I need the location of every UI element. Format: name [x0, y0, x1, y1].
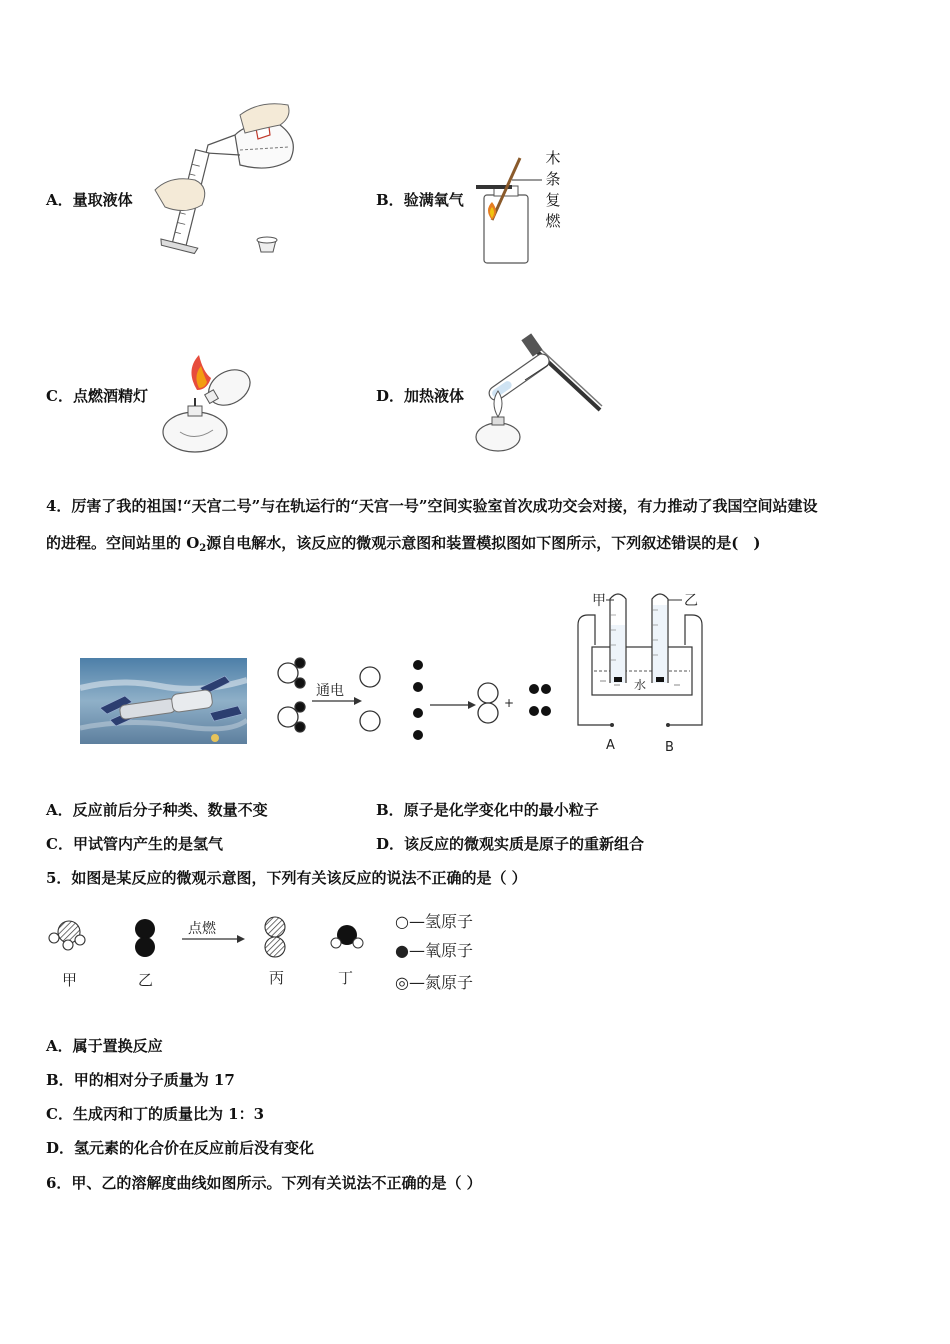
- molecule-label: 丁: [338, 969, 354, 987]
- arrow-label-ignite: 点燃: [188, 921, 216, 937]
- option-letter: B．: [376, 191, 404, 209]
- option-text: 甲的相对分子质量为 17: [73, 1071, 235, 1089]
- option-text: 点燃酒精灯: [72, 387, 148, 405]
- option-text: 验满氧气: [403, 191, 464, 209]
- arrow-label-electrolysis: 通电: [316, 683, 344, 699]
- fig-b-vertical-label: [544, 148, 562, 232]
- q4-stem-subscript: 2: [199, 543, 207, 554]
- molecule-label: 甲: [62, 971, 78, 989]
- q5-option-d: [46, 1137, 314, 1158]
- option-text: 该反应的微观实质是原子的重新组合: [404, 835, 645, 853]
- fig-b-char: 复: [545, 191, 561, 209]
- option-text: 反应前后分子种类、数量不变: [72, 801, 268, 819]
- q3-option-a: [46, 189, 133, 210]
- q4-stem-line1: 4．厉害了我的祖国!“天宫二号”与在轨运行的“天宫一号”空间实验室首次成功交会对接，有力推动了我国空间站建设: [46, 497, 818, 515]
- legend-hydrogen: ○—氢原子: [395, 912, 473, 931]
- q3-option-b: [376, 189, 464, 210]
- q3-option-c: [46, 385, 148, 406]
- plus-sign: +: [504, 696, 515, 710]
- tube-label-right: 乙: [684, 593, 698, 609]
- terminal-b-label: B: [665, 740, 674, 755]
- q5-option-a: [46, 1035, 163, 1056]
- option-letter: B．: [46, 1071, 74, 1089]
- option-letter: C．: [46, 387, 73, 405]
- fig-b-char: 木: [545, 149, 561, 167]
- option-letter: C．: [46, 835, 73, 853]
- q5-stem: 5．如图是某反应的微观示意图，下列有关该反应的说法不正确的是（ ）: [46, 869, 527, 887]
- option-text: 甲试管内产生的是氢气: [72, 835, 223, 853]
- water-molecule: [278, 658, 305, 688]
- option-text: 原子是化学变化中的最小粒子: [403, 801, 599, 819]
- q4-stem-part: 源自电解水，该反应的微观示意图和装置模拟图如下图所示，下列叙述错误的是( ): [206, 534, 761, 552]
- option-letter: D．: [376, 387, 405, 405]
- q4-option-d: [376, 833, 644, 854]
- q4-stem-line2: [46, 532, 760, 554]
- option-letter: A．: [46, 191, 73, 209]
- molecule-label: 丙: [269, 969, 285, 987]
- q3-option-d: [376, 385, 464, 406]
- legend-nitrogen: ◎—氮原子: [395, 973, 473, 992]
- q5-option-b: [46, 1069, 235, 1090]
- q6-stem: 6．甲、乙的溶解度曲线如图所示。下列有关说法不正确的是（ ）: [46, 1174, 482, 1192]
- option-letter: D．: [46, 1139, 75, 1157]
- tube-label-left: 甲: [592, 593, 606, 609]
- option-text: 量取液体: [72, 191, 133, 209]
- option-letter: A．: [46, 801, 73, 819]
- electrolysis-micro-diagram: [268, 655, 568, 747]
- reaction-micro-diagram: [42, 905, 502, 1000]
- figure-light-alcohol-lamp: [155, 350, 265, 460]
- option-text: 氢元素的化合价在反应前后没有变化: [74, 1139, 315, 1157]
- water-label: 水: [634, 678, 647, 692]
- option-letter: D．: [376, 835, 405, 853]
- legend-oxygen: ●—氧原子: [395, 941, 473, 960]
- q4-option-a: [46, 799, 268, 820]
- q5-option-c: [46, 1103, 264, 1124]
- option-letter: A．: [46, 1037, 73, 1055]
- option-letter: B．: [376, 801, 404, 819]
- water-molecule: [278, 702, 305, 732]
- figure-heat-liquid: [470, 325, 610, 460]
- q4-option-c: [46, 833, 223, 854]
- q4-stem-part: 的进程。空间站里的 O: [46, 534, 200, 552]
- q4-option-b: [376, 799, 599, 820]
- option-text: 加热液体: [404, 387, 465, 405]
- electrolysis-apparatus: [570, 585, 710, 755]
- fig-b-char: 燃: [545, 212, 561, 230]
- figure-measure-liquid: [140, 95, 300, 265]
- space-station-photo: [80, 658, 247, 744]
- fig-b-char: 条: [545, 170, 561, 188]
- terminal-a-label: A: [606, 738, 615, 753]
- option-text: 属于置换反应: [72, 1037, 163, 1055]
- option-text: 生成丙和丁的质量比为 1：3: [72, 1105, 265, 1123]
- option-letter: C．: [46, 1105, 73, 1123]
- molecule-label: 乙: [138, 971, 154, 989]
